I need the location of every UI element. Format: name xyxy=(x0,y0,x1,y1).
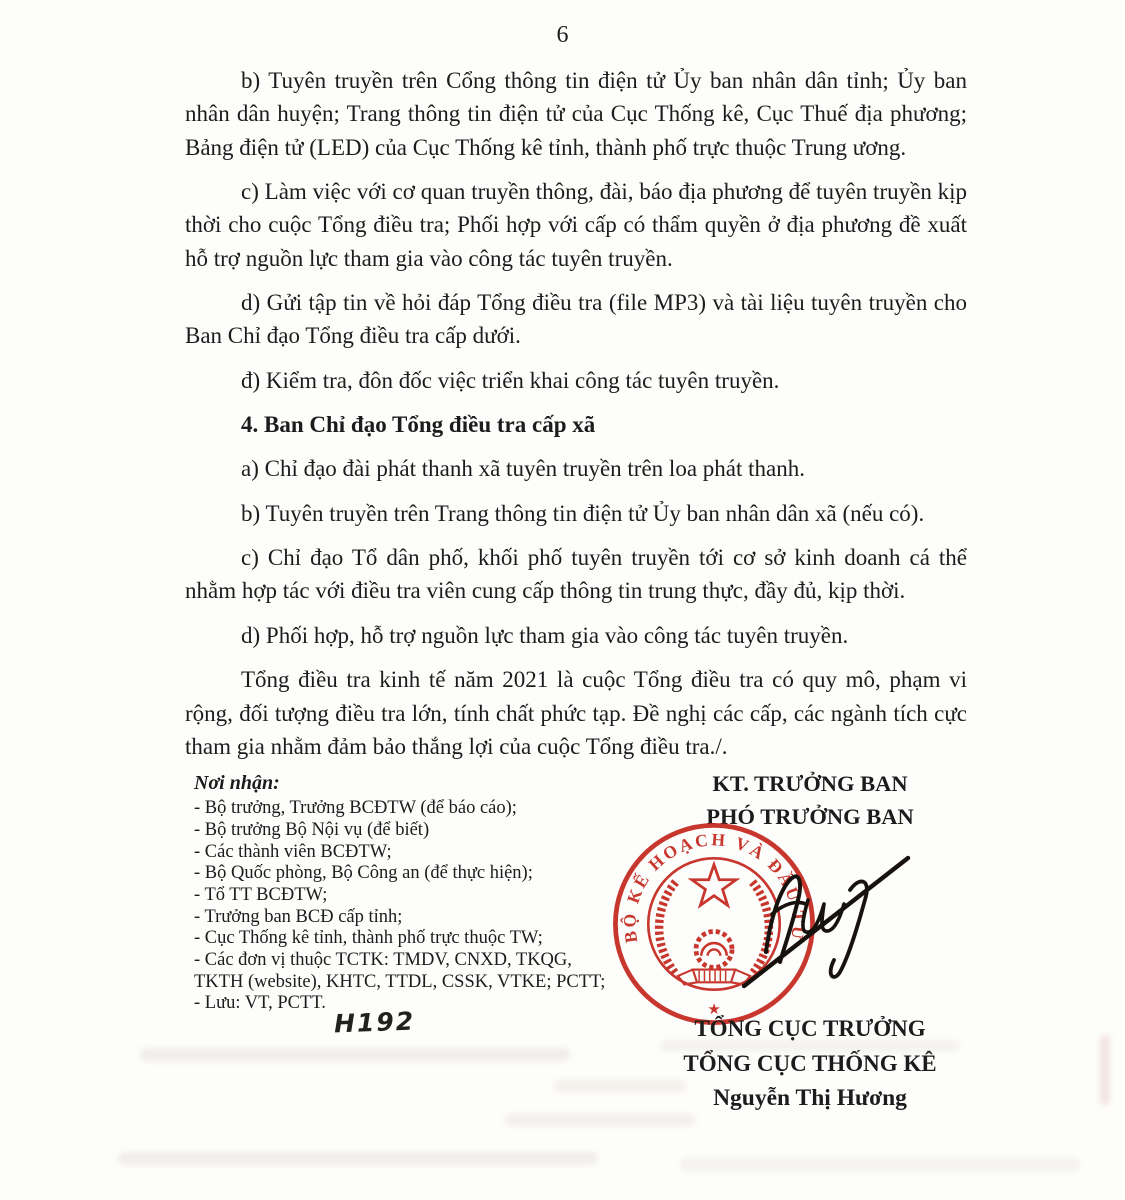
recipient-line: - Bộ trưởng, Trưởng BCĐTW (để báo cáo); xyxy=(194,798,517,819)
paragraph: c) Làm việc với cơ quan truyền thông, đài, báo địa phương để tuyên truyền kịp thời cho cuộc Tổng điều tra; Phối hợp với cấp có thẩm quyền ở địa phương đề xuất hỗ trợ nguồn lực tham gia vào công tác tuyên truyền. xyxy=(185,179,967,271)
bleed-through-mark xyxy=(680,1158,1080,1171)
bleed-through-mark xyxy=(140,1048,570,1061)
acting-title-line: PHÓ TRƯỞNG BAN xyxy=(706,803,914,829)
paragraph: d) Phối hợp, hỗ trợ nguồn lực tham gia vào công tác tuyên truyền. xyxy=(241,622,849,648)
handwritten-signature xyxy=(730,840,930,1000)
paragraph: b) Tuyên truyền trên Cổng thông tin điện tử Ủy ban nhân dân tỉnh; Ủy ban nhân dân huyện; Trang thông tin điện tử của Cục Thống kê, Cục Thuế địa phương; Bảng điện tử (LED) của Cục Thống kê tỉnh, thành phố trực thuộc Trung ương. xyxy=(185,68,967,160)
recipient-line: - Các đơn vị thuộc TCTK: TMDV, CNXD, TKQG, xyxy=(194,949,572,970)
paragraph: d) Gửi tập tin về hỏi đáp Tổng điều tra (file MP3) và tài liệu tuyên truyền cho Ban Chỉ đạo Tổng điều tra cấp dưới. xyxy=(185,290,967,349)
paragraph: c) Chỉ đạo Tổ dân phố, khối phố tuyên truyền tới cơ sở kinh doanh cá thể nhằm hợp tác với điều tra viên cung cấp thông tin trung thực, đầy đủ, kịp thời. xyxy=(185,545,967,604)
handwritten-reference-note: H192 xyxy=(333,1006,416,1039)
acting-title-line: KT. TRƯỞNG BAN xyxy=(712,771,908,796)
signer-title-line: TỔNG CỤC THỐNG KÊ xyxy=(683,1050,937,1076)
seal-star-icon: ★ xyxy=(707,1002,721,1019)
recipient-line: - Lưu: VT, PCTT. xyxy=(194,993,326,1014)
section-heading: 4. Ban Chỉ đạo Tổng điều tra cấp xã xyxy=(241,412,596,438)
recipient-line: - Cục Thống kê tỉnh, thành phố trực thuộc TW; xyxy=(194,928,543,949)
seal-text: BỘ KẾ HOẠCH VÀ ĐẦU TƯ xyxy=(619,829,809,945)
bleed-through-mark xyxy=(1100,1035,1110,1105)
recipient-line: - Trưởng ban BCĐ cấp tỉnh; xyxy=(194,906,403,927)
signer-name: Nguyễn Thị Hương xyxy=(713,1085,907,1111)
document-body xyxy=(185,64,967,774)
recipient-line: - Bộ trưởng Bộ Nội vụ (để biết) xyxy=(194,820,430,841)
recipients-block xyxy=(194,772,624,1015)
recipient-line: TKTH (website), KHTC, TTDL, CSSK, VTKE; PCTT; xyxy=(194,971,606,992)
bleed-through-mark xyxy=(118,1152,598,1165)
recipient-line: - Tổ TT BCĐTW; xyxy=(194,884,328,905)
page-number: 6 xyxy=(556,22,569,48)
recipient-line: - Bộ Quốc phòng, Bộ Công an (để thực hiện); xyxy=(194,863,533,884)
signer-title-line: TỔNG CỤC TRƯỞNG xyxy=(694,1016,926,1041)
paragraph: Tổng điều tra kinh tế năm 2021 là cuộc Tổng điều tra có quy mô, phạm vi rộng, đối tượng điều tra lớn, tính chất phức tạp. Đề nghị các cấp, các ngành tích cực tham gia nhằm đảm bảo thắng lợi của cuộc Tổng điều tra./. xyxy=(185,667,967,759)
paragraph: b) Tuyên truyền trên Trang thông tin điện tử Ủy ban nhân dân xã (nếu có). xyxy=(241,500,925,526)
paragraph: đ) Kiểm tra, đôn đốc việc triển khai công tác tuyên truyền. xyxy=(241,367,780,393)
signer-title-block xyxy=(630,1012,990,1116)
recipients-heading: Nơi nhận: xyxy=(194,772,280,794)
recipient-line: - Các thành viên BCĐTW; xyxy=(194,841,392,862)
paragraph: a) Chỉ đạo đài phát thanh xã tuyên truyền trên loa phát thanh. xyxy=(241,456,805,482)
